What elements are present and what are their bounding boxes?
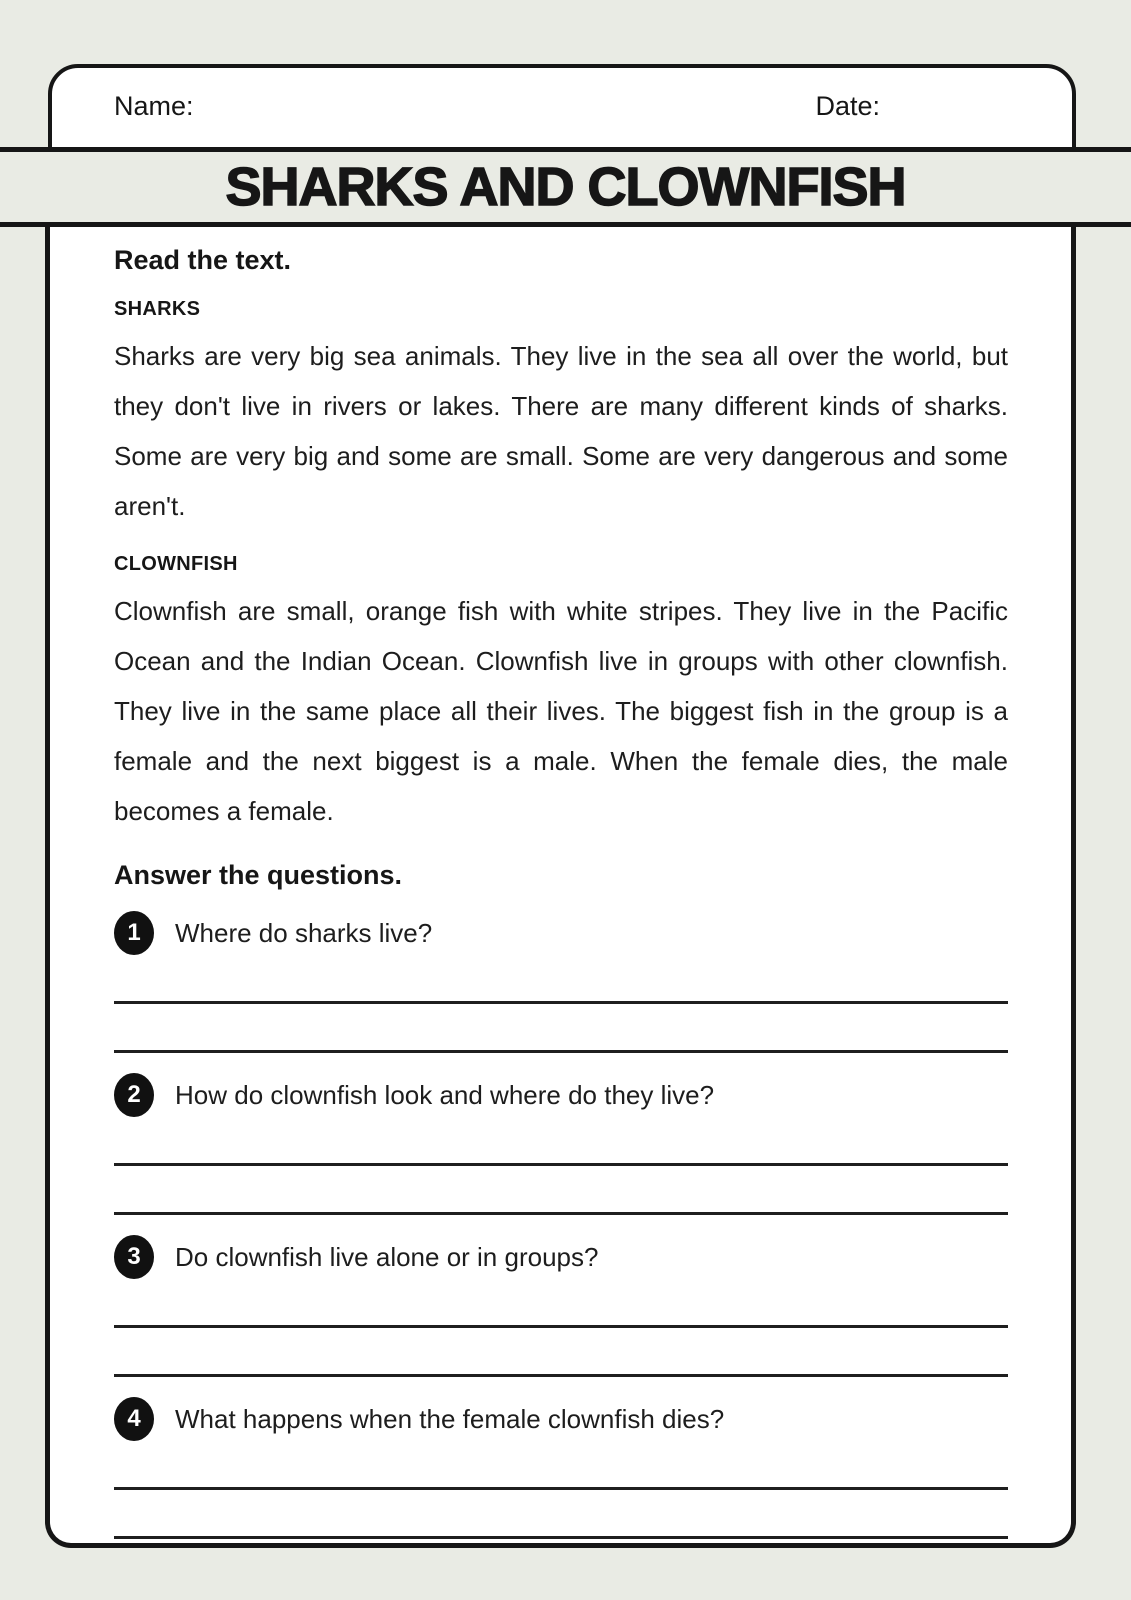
name-label: Name:: [114, 91, 194, 121]
question-text: How do clownfish look and where do they live?: [175, 1079, 715, 1110]
answer-line: [114, 1328, 1008, 1377]
title-band: [0, 147, 1131, 227]
question-number-badge: 4: [114, 1397, 154, 1441]
date-label: Date:: [815, 91, 880, 121]
page-title: SHARKS AND CLOWNFISH: [225, 157, 906, 217]
passage-sharks: [114, 298, 1008, 531]
question-block-3: [114, 1235, 1008, 1377]
read-instruction: Read the text.: [114, 245, 292, 275]
question-number-badge: 2: [114, 1073, 154, 1117]
question-text: What happens when the female clownfish dies?: [175, 1403, 725, 1434]
passage-heading: SHARKS: [114, 298, 201, 320]
passage-heading: CLOWNFISH: [114, 553, 238, 575]
passage-clownfish: [114, 553, 1008, 836]
question-block-2: [114, 1073, 1008, 1215]
answer-line: [114, 1490, 1008, 1539]
answer-line: [114, 1279, 1008, 1328]
answer-line: [114, 1004, 1008, 1053]
answer-line: [114, 1166, 1008, 1215]
question-block-4: [114, 1397, 1008, 1539]
worksheet-body: [45, 227, 1076, 1548]
passage-text: Clownfish are small, orange fish with white stripes. They live in the Pacific Ocean and the Indian Ocean. Clownfish live in groups with other clownfish. They live in the same place all their lives. The biggest fish in the group is a female and the next biggest is a male. When the female dies, the male becomes a female.: [114, 596, 1008, 826]
question-row: [114, 1235, 1008, 1279]
question-row: [114, 1073, 1008, 1117]
question-text: Where do sharks live?: [175, 917, 433, 948]
question-row: [114, 1397, 1008, 1441]
question-number-badge: 1: [114, 911, 154, 955]
question-block-1: [114, 911, 1008, 1053]
name-date-row: [52, 68, 1072, 122]
answer-line: [114, 1441, 1008, 1490]
passage-text: Sharks are very big sea animals. They live in the sea all over the world, but they don't live in rivers or lakes. There are many different kinds of sharks. Some are very big and some are small. Some are very dangerous and some aren't.: [114, 341, 1008, 521]
question-text: Do clownfish live alone or in groups?: [175, 1241, 599, 1272]
answer-line: [114, 955, 1008, 1004]
answer-line: [114, 1117, 1008, 1166]
question-row: [114, 911, 1008, 955]
question-number-badge: 3: [114, 1235, 154, 1279]
answer-instruction: Answer the questions.: [114, 860, 403, 890]
